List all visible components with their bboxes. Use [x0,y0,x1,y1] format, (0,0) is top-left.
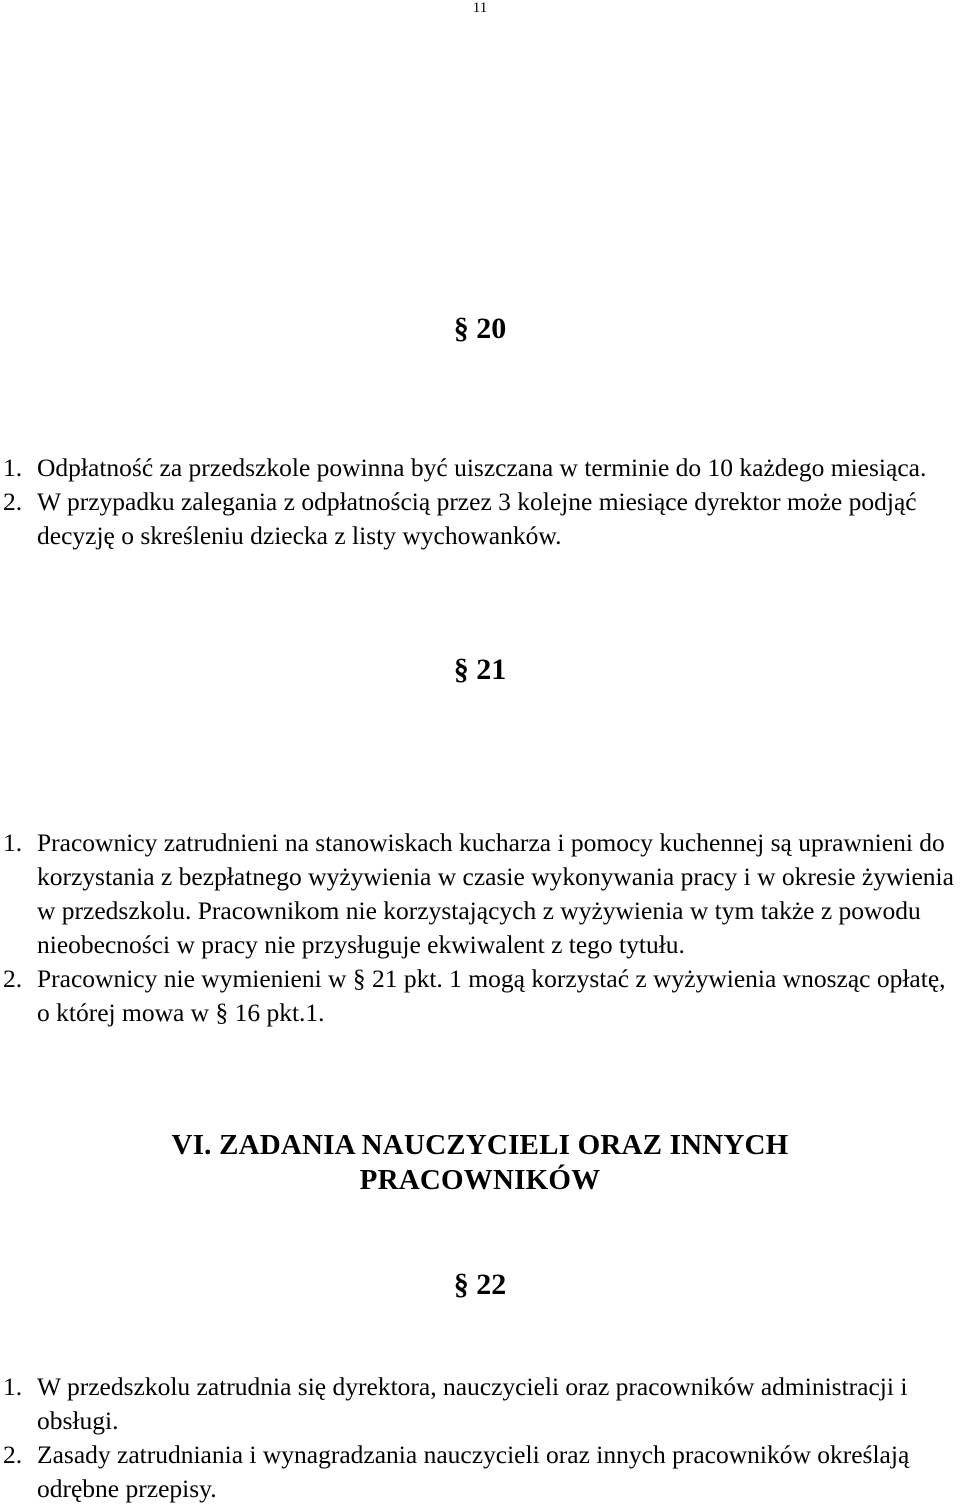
chapter-heading-line2: PRACOWNIKÓW [359,1164,601,1196]
list-item-number: 2. [3,1440,23,1469]
section-21-list [0,826,960,1030]
list-item-number: 2. [3,964,23,993]
list-item-number: 1. [3,453,23,482]
list-item-text: Pracownicy zatrudnieni na stanowiskach kucharza i pomocy kuchennej są uprawnieni do korzystania z bezpłatnego wyżywienia w czasie wykonywania pracy i w okresie żywienia w przedszkolu. Pracownikom nie korzystających z wyżywienia w tym także z powodu nieobecności w pracy nie przysługuje ekwiwalent z tego tytułu. [37,828,954,959]
list-item [0,485,960,553]
section-20-heading: § 20 [453,312,507,345]
list-item-number: 2. [3,487,23,516]
list-item-number: 1. [3,1372,23,1401]
list-item-text: W przypadku zalegania z odpłatnością przez 3 kolejne miesiące dyrektor może podjąć decyzję o skreśleniu dziecka z listy wychowanków. [37,487,917,550]
page-number: 11 [472,0,488,16]
list-item [0,826,960,962]
list-item [0,1370,960,1438]
list-item-text: Zasady zatrudniania i wynagradzania nauczycieli oraz innych pracowników określają odrębne przepisy. [37,1440,910,1503]
chapter-heading-line1: VI. ZADANIA NAUCZYCIELI ORAZ INNYCH [171,1129,789,1161]
section-22-list [0,1370,960,1506]
list-item-text: W przedszkolu zatrudnia się dyrektora, nauczycieli oraz pracowników administracji i obsługi. [37,1372,908,1435]
list-item-text: Pracownicy nie wymienieni w § 21 pkt. 1 mogą korzystać z wyżywienia wnosząc opłatę, o której mowa w § 16 pkt.1. [37,964,946,1027]
list-item [0,1438,960,1506]
section-20-list [0,451,960,553]
list-item-text: Odpłatność za przedszkole powinna być uiszczana w terminie do 10 każdego miesiąca. [37,453,927,482]
list-item [0,451,960,485]
section-21-heading: § 21 [453,653,507,686]
list-item [0,962,960,1030]
chapter-heading [0,1128,960,1198]
list-item-number: 1. [3,828,23,857]
section-22-heading: § 22 [453,1268,507,1301]
